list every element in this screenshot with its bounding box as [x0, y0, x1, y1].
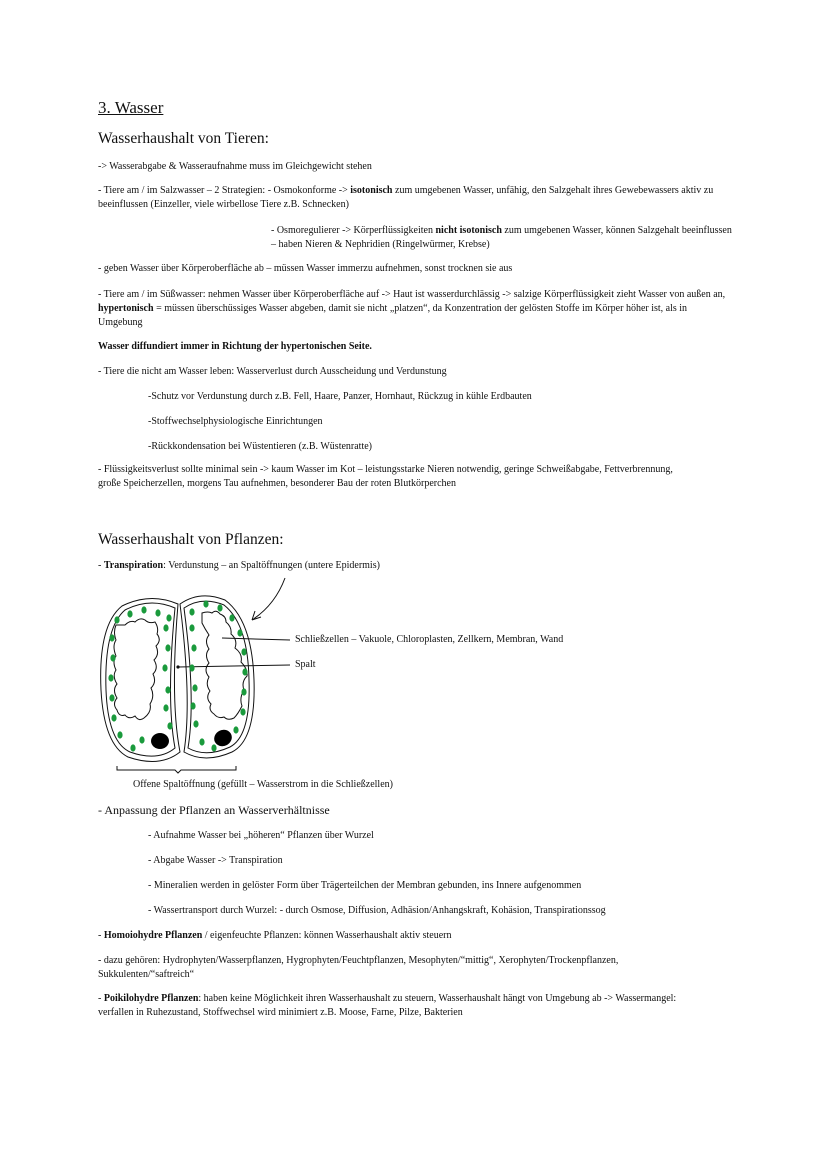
chloroplast [114, 616, 119, 623]
paragraph: - Anpassung der Pflanzen an Wasserverhältnisse [98, 803, 330, 817]
chloroplast [211, 744, 216, 751]
text: - Osmoregulierer -> Körperflüssigkeiten [271, 225, 436, 236]
page-title: 3. Wasser [98, 98, 164, 117]
label-line-cells [222, 638, 290, 640]
sub-item: - Abgabe Wasser -> Transpiration [148, 855, 283, 866]
bold-term: Poikilohydre Pflanzen [103, 993, 199, 1004]
paragraph-poikilohydre [98, 992, 708, 1020]
chloroplast [141, 606, 146, 613]
diagram-caption: Offene Spaltöffnung (gefüllt – Wasserstrom in die Schließzellen) [133, 779, 393, 790]
chloroplast [165, 686, 170, 693]
chloroplast [189, 624, 194, 631]
chloroplast [109, 694, 114, 701]
chloroplast [240, 708, 245, 715]
chloroplast [191, 644, 196, 651]
chloroplast [203, 600, 208, 607]
arrow [252, 578, 285, 620]
section-heading-plants: Wasserhaushalt von Pflanzen: [98, 531, 284, 548]
sub-item: -Stoffwechselphysiologische Einrichtungen [148, 416, 323, 427]
chloroplast [139, 736, 144, 743]
section-heading-animals: Wasserhaushalt von Tieren: [98, 130, 269, 147]
chloroplast [217, 604, 222, 611]
chloroplast [189, 664, 194, 671]
sub-item: -Schutz vor Verdunstung durch z.B. Fell, Haare, Panzer, Hornhaut, Rückzug in kühle Erdbauten [148, 391, 532, 402]
chloroplast [241, 648, 246, 655]
chloroplast [127, 610, 132, 617]
text: : Verdunstung – an Spaltöffnungen (untere Epidermis) [163, 560, 380, 571]
chloroplast [233, 726, 238, 733]
sub-item: -Rückkondensation bei Wüstentieren (z.B. Wüstenratte) [148, 441, 373, 452]
text: = müssen überschüssiges Wasser abgeben, damit sie nicht „platzen“, da Konzentration der gelösten Stoffe im Körper höher ist, als in Umgebung [98, 303, 688, 328]
bold-term: Transpiration [103, 560, 164, 571]
bracket [117, 766, 236, 773]
chloroplast [117, 731, 122, 738]
chloroplast [163, 624, 168, 631]
label-gap: Spalt [295, 659, 316, 670]
paragraph: - Tiere die nicht am Wasser leben: Wasserverlust durch Ausscheidung und Verdunstung [98, 366, 447, 377]
chloroplast [166, 614, 171, 621]
chloroplast [111, 714, 116, 721]
bold-term: nicht isotonisch [435, 225, 502, 236]
text: - [98, 993, 104, 1004]
chloroplast [237, 629, 242, 636]
sub-item: - Wassertransport durch Wurzel: - durch Osmose, Diffusion, Adhäsion/Anhangskraft, Kohäsion, Transpirationssog [148, 905, 606, 916]
left-nucleus [151, 733, 169, 749]
left-vacuole-membrane [114, 619, 159, 720]
chloroplast [229, 614, 234, 621]
paragraph: - Flüssigkeitsverlust sollte minimal sein -> kaum Wasser im Kot – leistungsstarke Nieren notwendig, geringe Schweißabgabe, Fettverbrennung, große Speicherzellen, morgens Tau aufnehmen, besonderer Bau der roten Blutkörperchen [98, 464, 673, 489]
key-statement: Wasser diffundiert immer in Richtung der hypertonischen Seite. [98, 341, 372, 352]
chloroplast [199, 738, 204, 745]
paragraph: - geben Wasser über Körperoberfläche ab – müssen Wasser immerzu aufnehmen, sonst trocknen sie aus [98, 263, 513, 274]
text: - Tiere am / im Süßwasser: nehmen Wasser über Körperoberfläche auf -> Haut ist wasserdurchlässig -> salzige Körperflüssigkeit zieht Wasser von außen an, [98, 289, 726, 300]
chloroplast [192, 684, 197, 691]
chloroplast [165, 644, 170, 651]
chloroplast [162, 664, 167, 671]
chloroplast [130, 744, 135, 751]
chloroplast [110, 654, 115, 661]
sub-item: - Aufnahme Wasser bei „höheren“ Pflanzen über Wurzel [148, 830, 374, 841]
text: zum umgebenen Wasser, unfähig, den Salzgehalt ihres Gewebewassers aktiv zu beeinflussen (Einzeller, viele wirbellose Tiere z.B. Schnecken) [98, 185, 714, 210]
chloroplast [109, 634, 114, 641]
chloroplast [167, 722, 172, 729]
label-line-gap [178, 665, 290, 667]
chloroplast [108, 674, 113, 681]
chloroplast [193, 720, 198, 727]
paragraph-homoiohydre [98, 929, 452, 943]
label-guard-cells: Schließzellen – Vakuole, Chloroplasten, Zellkern, Membran, Wand [295, 634, 564, 645]
chloroplast [242, 668, 247, 675]
paragraph: -> Wasserabgabe & Wasseraufnahme muss im Gleichgewicht stehen [98, 161, 372, 172]
chloroplast [155, 609, 160, 616]
chloroplast [163, 704, 168, 711]
bold-term: Homoiohydre Pflanzen [103, 930, 203, 941]
chloroplast [190, 702, 195, 709]
text: - Tiere am / im Salzwasser – 2 Strategien: - Osmokonforme -> [98, 185, 351, 196]
chloroplast [241, 688, 246, 695]
text: zum umgebenen Wasser, können Salzgehalt beeinflussen – haben Nieren & Nephridien (Ringelwürmer, Krebse) [271, 225, 732, 250]
chloroplast [189, 608, 194, 615]
sub-item: - Mineralien werden in gelöster Form über Trägerteilchen der Membran gebunden, ins Innere aufgenommen [148, 880, 582, 891]
text: / eigenfeuchte Pflanzen: können Wasserhaushalt aktiv steuern [202, 930, 452, 941]
text: - [98, 560, 104, 571]
text: - [98, 930, 104, 941]
paragraph: - dazu gehören: Hydrophyten/Wasserpflanzen, Hygrophyten/Feuchtpflanzen, Mesophyten/“mittig“, Xerophyten/Trockenpflanzen, Sukkulenten/“saftreich“ [98, 955, 619, 980]
bold-term: hypertonisch [98, 303, 154, 314]
text: : haben keine Möglichkeit ihren Wasserhaushalt zu steuern, Wasserhaushalt hängt von Umgebung ab -> Wassermangel: verfallen in Ruhezustand, Stoffwechsel wird minimiert z.B. Moose, Farne, Pilze, Bakterien [98, 993, 677, 1018]
bold-term: isotonisch [350, 185, 393, 196]
